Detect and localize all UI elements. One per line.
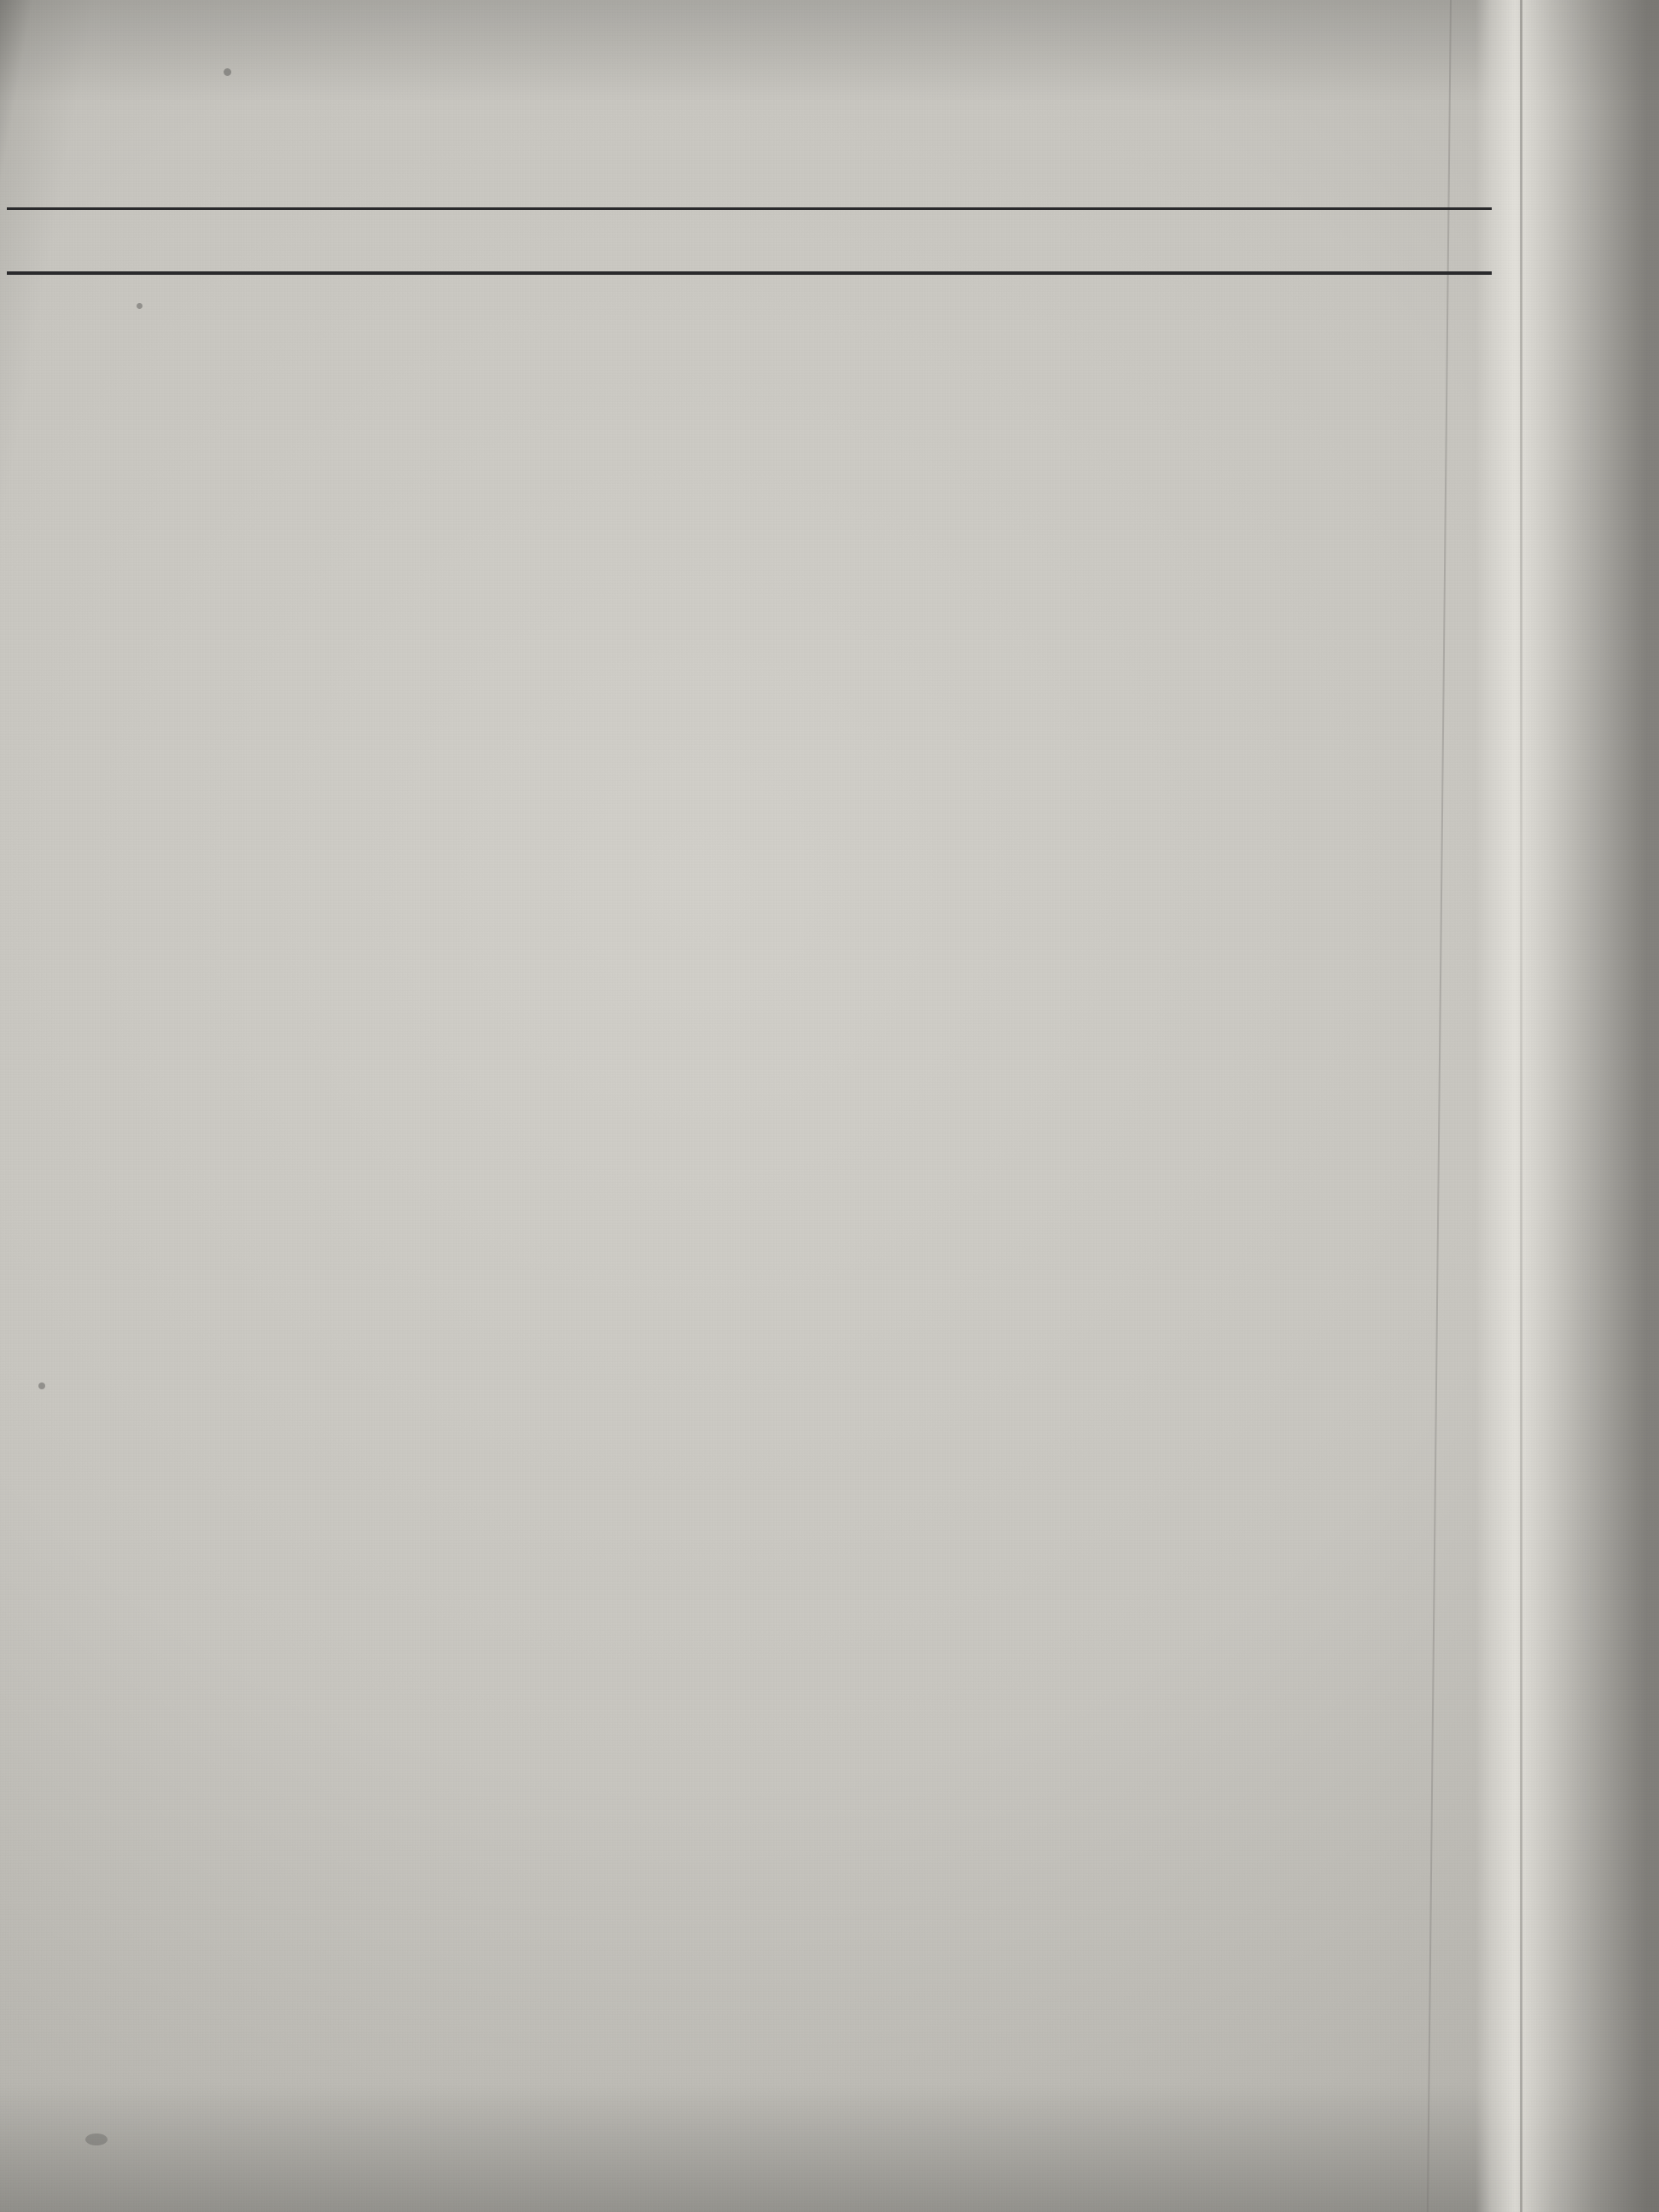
header-rule-top	[7, 207, 1492, 210]
header-rule-bottom	[7, 271, 1492, 275]
